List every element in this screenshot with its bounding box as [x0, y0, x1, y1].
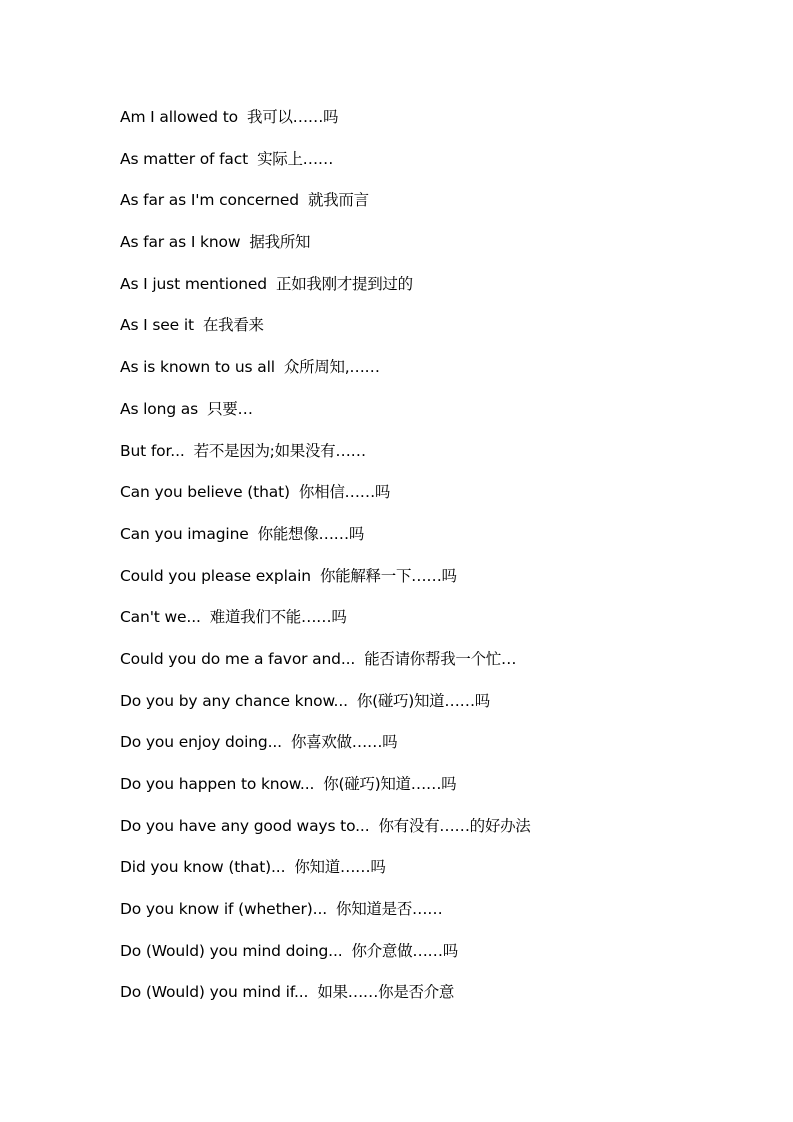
english-phrase: Can't we...: [120, 608, 201, 627]
chinese-translation: 你(碰巧)知道……吗: [356, 691, 490, 710]
english-phrase: Am I allowed to: [120, 108, 239, 126]
phrase-entry: [120, 271, 740, 313]
phrase-entry: [120, 688, 740, 730]
phrase-entry: [120, 563, 740, 605]
phrase-entry: [120, 854, 740, 896]
chinese-translation: 难道我们不能……吗: [209, 608, 347, 627]
phrase-entry: [120, 354, 740, 396]
english-phrase: Do (Would) you mind doing...: [120, 941, 343, 960]
english-phrase: Could you please explain: [120, 566, 311, 585]
english-phrase: Do you have any good ways to...: [120, 816, 370, 835]
phrase-entry: [120, 813, 740, 855]
english-phrase: Could you do me a favor and...: [120, 649, 356, 668]
chinese-translation: 你知道是否……: [336, 900, 443, 919]
chinese-translation: 我可以……吗: [247, 108, 339, 126]
english-phrase: Do you know if (whether)...: [120, 900, 328, 919]
phrase-entry: [120, 104, 740, 146]
english-phrase: As far as I'm concerned: [120, 191, 299, 210]
chinese-translation: 你介意做……吗: [351, 941, 458, 960]
english-phrase: As long as: [120, 399, 199, 418]
english-phrase: Do you happen to know...: [120, 775, 315, 793]
chinese-translation: 你能想像……吗: [257, 524, 365, 543]
phrase-entry: [120, 146, 740, 188]
chinese-translation: 实际上……: [257, 149, 334, 168]
phrase-entry: [120, 479, 740, 521]
phrase-entry: [120, 438, 740, 480]
english-phrase: As I just mentioned: [120, 274, 267, 293]
phrase-entry: [120, 396, 740, 438]
english-phrase: Did you know (that)...: [120, 858, 286, 877]
chinese-translation: 就我而言: [307, 191, 369, 210]
phrase-entry: [120, 312, 740, 354]
chinese-translation: 你喜欢做……吗: [290, 733, 398, 752]
phrase-entry: [120, 229, 740, 271]
chinese-translation: 你(碰巧)知道……吗: [323, 775, 457, 793]
chinese-translation: 如果……你是否介意: [317, 983, 455, 1002]
phrase-entry: [120, 521, 740, 563]
english-phrase: Do you enjoy doing...: [120, 733, 282, 752]
english-phrase: Can you imagine: [120, 524, 249, 543]
chinese-translation: 你有没有……的好办法: [378, 816, 531, 835]
phrase-entry: [120, 896, 740, 938]
chinese-translation: 你相信……吗: [298, 483, 391, 502]
english-phrase: Can you believe (that): [120, 483, 290, 502]
phrase-entry: [120, 187, 740, 229]
chinese-translation: 只要…: [207, 399, 253, 418]
english-phrase: As far as I know: [120, 233, 241, 252]
chinese-translation: 众所周知,……: [283, 358, 380, 377]
chinese-translation: 你知道……吗: [294, 858, 386, 877]
english-phrase: As I see it: [120, 316, 194, 335]
chinese-translation: 正如我刚才提到过的: [276, 274, 413, 293]
chinese-translation: 若不是因为;如果没有……: [193, 441, 366, 460]
english-phrase: Do you by any chance know...: [120, 691, 348, 710]
phrase-entry: [120, 729, 740, 771]
chinese-translation: 能否请你帮我一个忙…: [364, 649, 517, 668]
phrase-entry: [120, 938, 740, 980]
phrase-list: [120, 104, 740, 1021]
phrase-entry: [120, 604, 740, 646]
english-phrase: As is known to us all: [120, 358, 275, 377]
phrase-entry: [120, 646, 740, 688]
phrase-entry: [120, 979, 740, 1021]
chinese-translation: 在我看来: [202, 316, 264, 335]
phrase-entry: [120, 771, 740, 813]
english-phrase: Do (Would) you mind if...: [120, 983, 309, 1002]
english-phrase: But for...: [120, 441, 185, 460]
english-phrase: As matter of fact: [120, 149, 249, 168]
chinese-translation: 你能解释一下……吗: [319, 566, 457, 585]
chinese-translation: 据我所知: [249, 233, 311, 252]
